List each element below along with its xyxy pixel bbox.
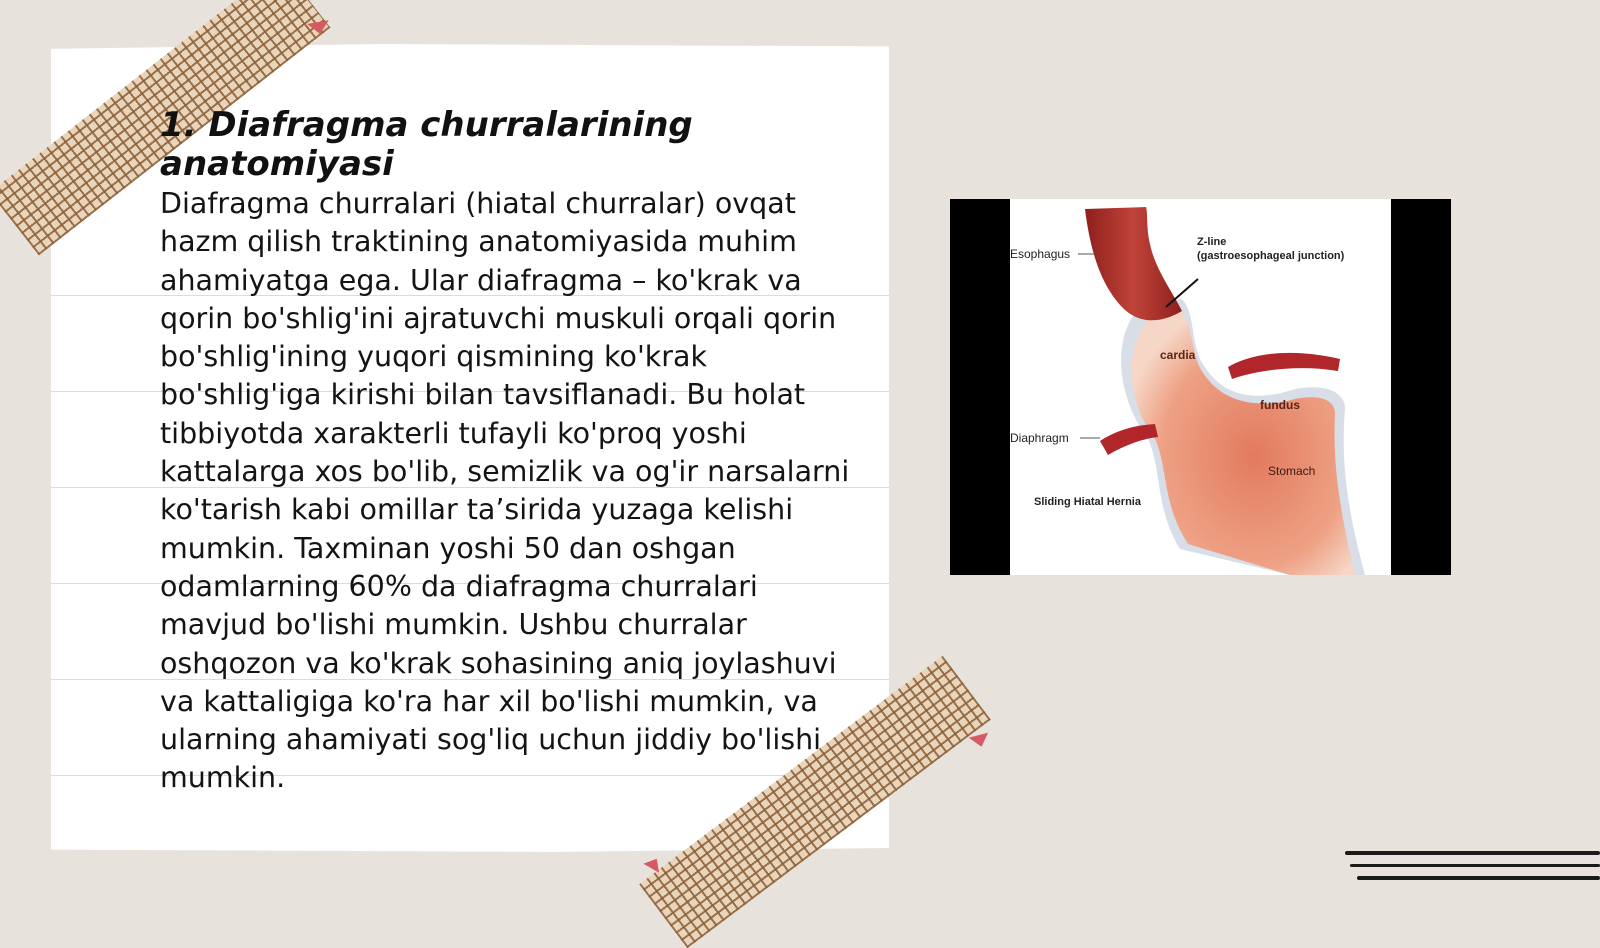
label-junction: (gastroesophageal junction) bbox=[1197, 250, 1345, 262]
hiatal-hernia-diagram bbox=[950, 199, 1451, 575]
label-zline: Z-line bbox=[1197, 236, 1227, 248]
pin-marker bbox=[969, 733, 991, 750]
figure-caption: Sliding Hiatal Hernia bbox=[1034, 496, 1141, 508]
slide-title: 1. Diafragma churralarining anatomiyasi bbox=[160, 105, 693, 184]
decorative-brush-lines bbox=[1345, 845, 1600, 895]
label-esophagus: Esophagus bbox=[1010, 247, 1071, 261]
pin-marker bbox=[307, 20, 331, 36]
label-diaphragm: Diaphragm bbox=[1010, 431, 1069, 445]
label-fundus: fundus bbox=[1260, 398, 1300, 412]
slide-body-text: Diafragma churralari (hiatal churralar) ovqat hazm qilish traktining anatomiyasida muhim ahamiyatga ega. Ular diafragma – ko'krak va qorin bo'shlig'ini ajratuvchi muskuli orqali qorin bo'shlig'ining yuqori qismining ko'krak bo'shlig'iga kirishi bilan tavsiflanadi. Bu holat tibbiyotda xarakterli tufayli ko'proq yoshi kattalarga xos bo'lib, semizlik va og'ir narsalarni ko'tarish kabi omillar ta’sirida yuzaga kelishi mumkin. Taxminan yoshi 50 dan oshgan odamlarning 60% da diafragma churralari mavjud bo'lishi mumkin. Ushbu churralar oshqozon va ko'krak sohasining aniq joylashuvi va kattaligiga ko'ra har xil bo'lishi mumkin, va ularning ahamiyati sog'liq uchun jiddiy bo'lishi mumkin. bbox=[160, 187, 850, 795]
label-stomach: Stomach bbox=[1268, 464, 1316, 478]
label-cardia: cardia bbox=[1160, 348, 1196, 362]
